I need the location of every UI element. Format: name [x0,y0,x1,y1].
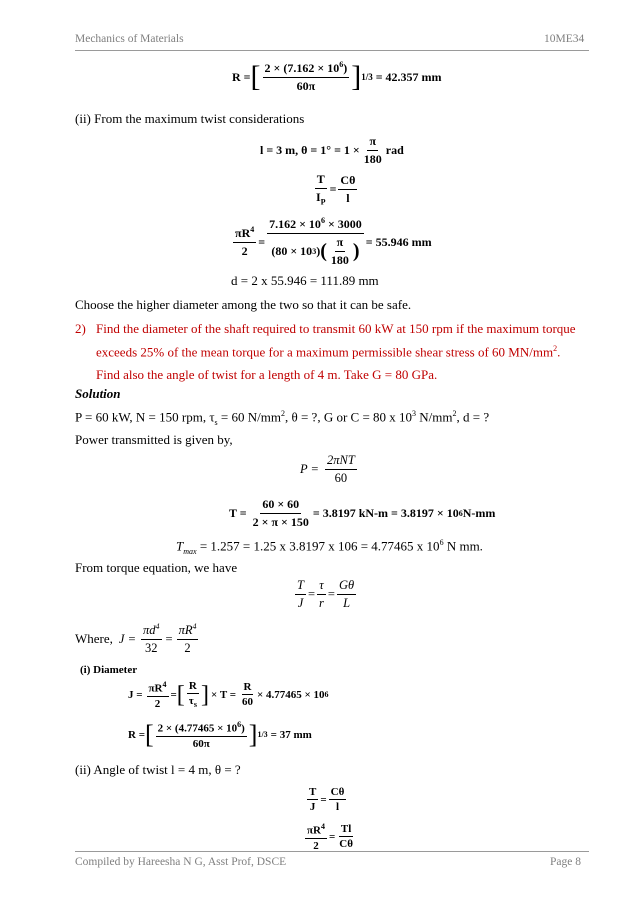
header-rule [75,50,589,51]
problem-number: 2) [75,321,86,336]
torque-equation-text: From torque equation, we have [75,560,238,575]
equation-radius-1: R = [ $\frac{2 \times (7.162 \times 10^6)}{60\pi}$ ] 1/3 = 42.357 mm [232,60,442,93]
equation-torsion-general: $\frac{T}{J}$ = $\frac{\tau}{r}$ = $\frac{G\theta}{L}$ [297,578,355,610]
footer-rule [75,851,589,852]
polar-moment-definition: Where, J = $\frac{\pi d^4}{32}$ = $\frac{\pi R^4}{2}$ [75,622,197,656]
power-text: Power transmitted is given by, [75,432,233,447]
equation-torque: T = $\frac{60 \times 60}{2 \times \pi \times 150}$ = 3.8197 kN-m = 3.8197 × 10 6 N-mm [229,497,496,529]
solution-label: Solution [75,386,121,401]
equation-torsion-ip: $\frac{T}{I_P}$ = $\frac{C\theta}{l}$ [316,172,356,207]
angle-of-twist-line: (ii) Angle of twist l = 4 m, θ = ? [75,762,241,777]
problem-line-3: Find also the angle of twist for a length of 4 m. Take G = 80 GPa. [96,367,438,382]
problem-line-1: Find the diameter of the shaft required to transmit 60 kW at 150 rpm if the maximum torque [96,321,576,336]
equation-power: P = $\frac{\text{2πNT}}{60}$ [300,453,355,485]
header-code: 10ME34 [544,33,585,45]
equation-given-length: l = 3 m, θ = 1° = 1 × $\frac{\pi}{180}$ rad [260,134,404,166]
equation-torsion-j: $\frac{T}{J}$ = $\frac{C\theta}{l}$ [309,786,345,813]
diameter-result: d = 2 x 55.946 = 111.89 mm [231,273,379,288]
tmax-line: $T_{max} = 1.257 = 1.25$ x 3.8197 x 106 = 4.77465 x $10^6$ N mm. [176,538,483,556]
given-values: P = 60 kW, N = 150 rpm, $\tau_s = 60$ $N/mm^2$, θ = ?, G or C = 80 x $10^3$ $N/mm^2$, d = ? [75,409,490,427]
diameter-section-title: (i) Diameter [80,664,138,676]
equation-radius-2: R = [ $\frac{2 \times (4.77465 \times 10^6)}{60\pi}$ ] 1/3 = 37 mm [128,719,312,750]
problem-line-2: exceeds 25% of the mean torque for a maximum permissible shear stress of 60 $MN/mm^2$. [96,344,561,360]
footer-author: Compiled by Hareesha N G, Asst Prof, DSCE [75,856,287,868]
equation-radius-twist: $\frac{\pi R^4}{2}$ = $7.162 \times 10^6 \times 3000$ (80 × 10 3 ) ( $\frac{\pi}{180}$ ) = 55.946 mm [235,216,432,267]
equation-J-torque: J = $\frac{\pi R^4}{2}$ = [ $\frac{R}{\tau_s}$ ] × T = $\frac{R}{60}$ × 4.77465 × 10 6 [128,680,329,710]
section-max-twist-title: (ii) From the maximum twist considerations [75,111,305,126]
choose-diameter-note: Choose the higher diameter among the two so that it can be safe. [75,297,412,312]
header-title: Mechanics of Materials [75,33,184,45]
footer-page-number: Page 8 [550,856,581,868]
equation-angle: $\frac{\pi R^4}{2}$ = $\frac{Tl}{C\theta}$ [307,822,353,852]
